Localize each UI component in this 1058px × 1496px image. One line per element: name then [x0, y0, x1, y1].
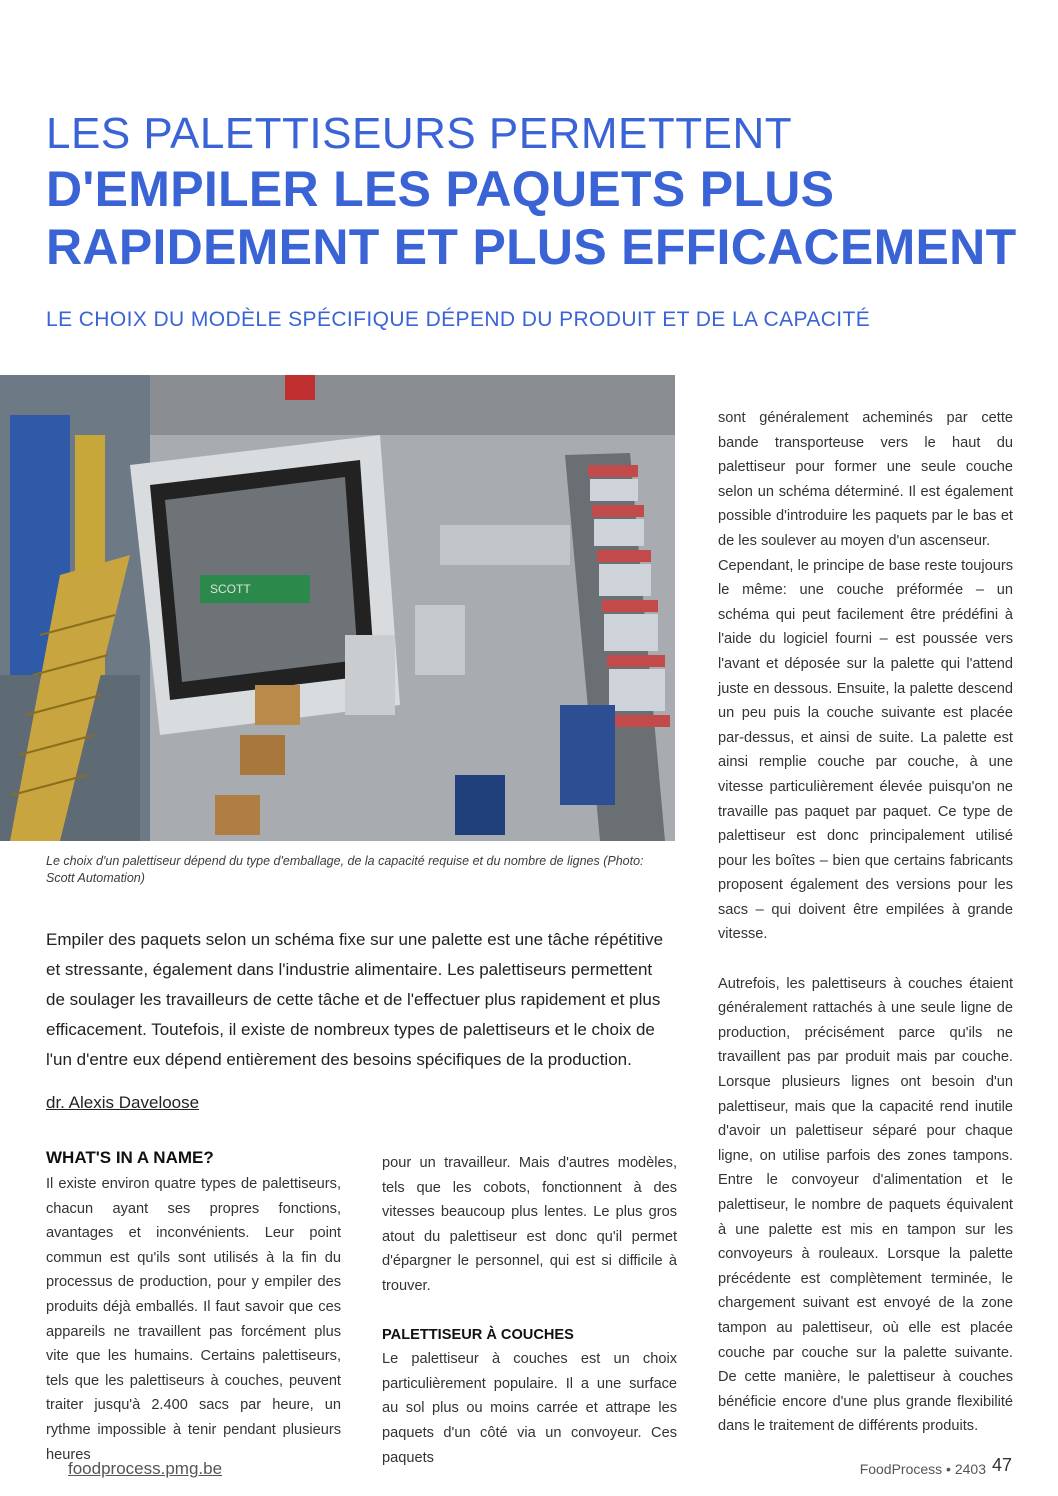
- section-heading: WHAT'S IN A NAME?: [46, 1148, 214, 1167]
- author-link[interactable]: dr. Alexis Daveloose: [46, 1093, 200, 1112]
- palletizer-photo: [0, 375, 675, 841]
- photo-caption: Le choix d'un palettiseur dépend du type d'emballage, de la capacité requise et du nombre de lignes (Photo: Scott Automation): [46, 854, 644, 885]
- column-1: [46, 1146, 341, 1467]
- title-line-3: RAPIDEMENT ET PLUS EFFICACEMENT: [46, 219, 1017, 275]
- col2-paragraph-2: Le palettiseur à couches est un choix particulièrement populaire. Il a une surface au sol plus ou moins carrée et attrape les paquets d'un côté via un convoyeur. Ces paquets: [382, 1351, 677, 1466]
- col3-paragraph-2: Cependant, le principe de base reste toujours le même: une couche préformée – un schéma qui peut facilement être prédéfini à l'aide du logiciel fourni – est poussée vers l'avant et déposée sur la palette qui l'attend juste en dessous. Ensuite, la palette descend un peu puis la couche suivante est placée par-dessus, et ainsi de suite. La palette est ainsi remplie couche par couche, à une vitesse particulièrement élevée puisqu'on ne travaille pas paquet par paquet. Ce type de palettiseur est donc principalement utilisé pour les boîtes – bien que certains fabricants proposent également des versions pour les sacs – qui doivent être empilées à grande vitesse.: [718, 557, 1013, 943]
- col3-paragraph-1: sont généralement acheminés par cette bande transporteuse vers le haut du palettiseur pour former une seule couche selon un schéma déterminé. Il est également possible d'introduire les paquets par le bas et de les soulever au moyen d'un ascenseur.: [718, 410, 1013, 549]
- subsection-heading: PALETTISEUR À COUCHES: [382, 1327, 574, 1344]
- footer-magazine: FoodProcess • 2403: [859, 1461, 986, 1477]
- title-line-2: D'EMPILER LES PAQUETS PLUS: [46, 161, 835, 217]
- subtitle: LE CHOIX DU MODÈLE SPÉCIFIQUE DÉPEND DU PRODUIT ET DE LA CAPACITÉ: [46, 308, 871, 331]
- page-number: 47: [991, 1455, 1012, 1475]
- col3-paragraph-3: Autrefois, les palettiseurs à couches étaient généralement rattachés à une seule ligne de production, précisément parce qu'ils ne travaillent pas par produit mais par couche. Lorsque plusieurs lignes ont besoin d'un palettiseur, mais que la capacité rend inutile d'avoir un palettiseur séparé pour chaque ligne, on utilise parfois des zones tampons. Entre le convoyeur d'alimentation et le palettiseur, le nombre de paquets équivalent à une palette est mis en tampon sur les convoyeurs à rouleaux. Lorsque la palette précédente est complètement terminée, le chargement suivant est envoyé de la zone tampon au palettiseur, où elle est placée couche par couche sur la palette suivante. De cette manière, le palettiseur à couches bénéficie encore d'une plus grande flexibilité dans le traitement de différents produits.: [718, 975, 1013, 1435]
- col1-paragraph: Il existe environ quatre types de palettiseurs, chacun ayant ses propres fonctions, avantages et inconvénients. Leur point commun est qu'ils sont utilisés à la fin du processus de production, pour y empiler des produits déjà emballés. Il faut savoir que ces appareils ne travaillent pas forcément plus vite que les humains. Certains palettiseurs, tels que les palettiseurs à couches, peuvent traiter jusqu'à 2.400 sacs par heure, un rythme impossible à tenir pendant plusieurs heures: [46, 1176, 341, 1463]
- column-3: [718, 406, 1013, 1439]
- title-line-1: LES PALETTISEURS PERMETTENT: [46, 109, 793, 158]
- col2-paragraph-1: pour un travailleur. Mais d'autres modèles, tels que les cobots, fonctionnent à des vitesses beaucoup plus lentes. Le plus gros atout du palettiseur est donc qu'il permet d'épargner le personnel, qui est si difficile à trouver.: [382, 1155, 677, 1294]
- footer-url-link[interactable]: foodprocess.pmg.be: [68, 1459, 223, 1478]
- scott-brand-text: SCOTT: [210, 582, 251, 596]
- lead-paragraph: Empiler des paquets selon un schéma fixe sur une palette est une tâche répétitive et stressante, également dans l'industrie alimentaire. Les palettiseurs permettent de soulager les travailleurs de cette tâche et de l'effectuer plus rapidement et plus efficacement. Toutefois, il existe de nombreux types de palettiseurs et le choix de l'un d'entre eux dépend entièrement des besoins spécifiques de la production.: [46, 930, 664, 1069]
- column-2: [382, 1151, 677, 1470]
